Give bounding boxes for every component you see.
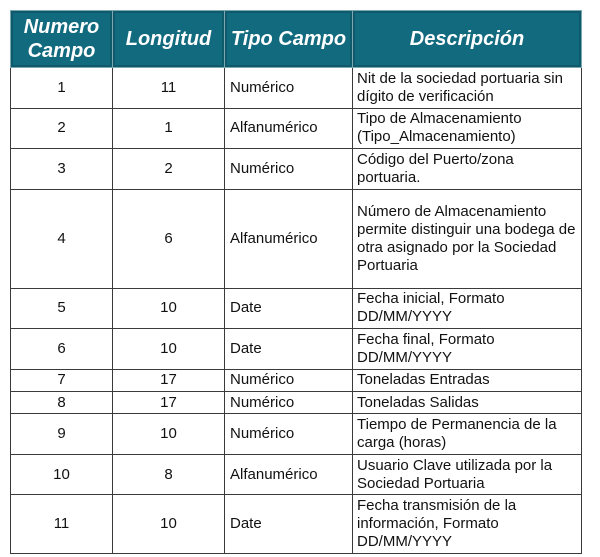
header-longitud: Longitud: [113, 11, 225, 68]
cell-longitud: 10: [113, 414, 225, 455]
cell-descripcion: Toneladas Salidas: [353, 391, 582, 413]
cell-descripcion: Código del Puerto/zona portuaria.: [353, 149, 582, 190]
cell-longitud: 10: [113, 329, 225, 370]
cell-longitud: 17: [113, 391, 225, 413]
cell-numero: 11: [11, 495, 113, 554]
cell-longitud: 8: [113, 454, 225, 495]
cell-numero: 3: [11, 149, 113, 190]
field-spec-table: [10, 10, 582, 554]
cell-longitud: 2: [113, 149, 225, 190]
cell-tipo: Date: [225, 495, 353, 554]
cell-longitud: 10: [113, 495, 225, 554]
table-row: [11, 108, 582, 149]
cell-descripcion: Fecha transmisión de la información, Formato DD/MM/YYYY: [353, 495, 582, 554]
table-row: [11, 189, 582, 288]
header-row: [11, 11, 582, 68]
cell-longitud: 17: [113, 369, 225, 391]
field-spec-table-container: [10, 10, 581, 554]
cell-numero: 2: [11, 108, 113, 149]
cell-tipo: Numérico: [225, 414, 353, 455]
cell-tipo: Numérico: [225, 149, 353, 190]
cell-tipo: Date: [225, 288, 353, 329]
table-row: [11, 329, 582, 370]
cell-numero: 8: [11, 391, 113, 413]
cell-numero: 4: [11, 189, 113, 288]
cell-descripcion: Número de Almacenamiento permite distinguir una bodega de otra asignado por la Sociedad Portuaria: [353, 189, 582, 288]
cell-descripcion: Fecha inicial, Formato DD/MM/YYYY: [353, 288, 582, 329]
header-tipo-campo: Tipo Campo: [225, 11, 353, 68]
cell-tipo: Alfanumérico: [225, 108, 353, 149]
cell-tipo: Numérico: [225, 391, 353, 413]
cell-numero: 10: [11, 454, 113, 495]
cell-descripcion: Usuario Clave utilizada por la Sociedad Portuaria: [353, 454, 582, 495]
cell-longitud: 11: [113, 68, 225, 109]
cell-numero: 9: [11, 414, 113, 455]
table-row: [11, 414, 582, 455]
table-row: [11, 149, 582, 190]
table-row: [11, 68, 582, 109]
cell-tipo: Numérico: [225, 369, 353, 391]
cell-longitud: 10: [113, 288, 225, 329]
cell-numero: 7: [11, 369, 113, 391]
cell-tipo: Date: [225, 329, 353, 370]
cell-longitud: 6: [113, 189, 225, 288]
table-row: [11, 369, 582, 391]
cell-descripcion: Tiempo de Permanencia de la carga (horas): [353, 414, 582, 455]
cell-tipo: Numérico: [225, 68, 353, 109]
header-numero-campo: Numero Campo: [11, 11, 113, 68]
table-row: [11, 288, 582, 329]
cell-longitud: 1: [113, 108, 225, 149]
header-descripcion: Descripción: [353, 11, 582, 68]
table-row: [11, 495, 582, 554]
cell-numero: 1: [11, 68, 113, 109]
table-row: [11, 391, 582, 413]
cell-tipo: Alfanumérico: [225, 189, 353, 288]
cell-descripcion: Nit de la sociedad portuaria sin dígito de verificación: [353, 68, 582, 109]
table-row: [11, 454, 582, 495]
cell-descripcion: Fecha final, Formato DD/MM/YYYY: [353, 329, 582, 370]
cell-descripcion: Tipo de Almacenamiento (Tipo_Almacenamiento): [353, 108, 582, 149]
cell-descripcion: Toneladas Entradas: [353, 369, 582, 391]
cell-tipo: Alfanumérico: [225, 454, 353, 495]
cell-numero: 6: [11, 329, 113, 370]
cell-numero: 5: [11, 288, 113, 329]
